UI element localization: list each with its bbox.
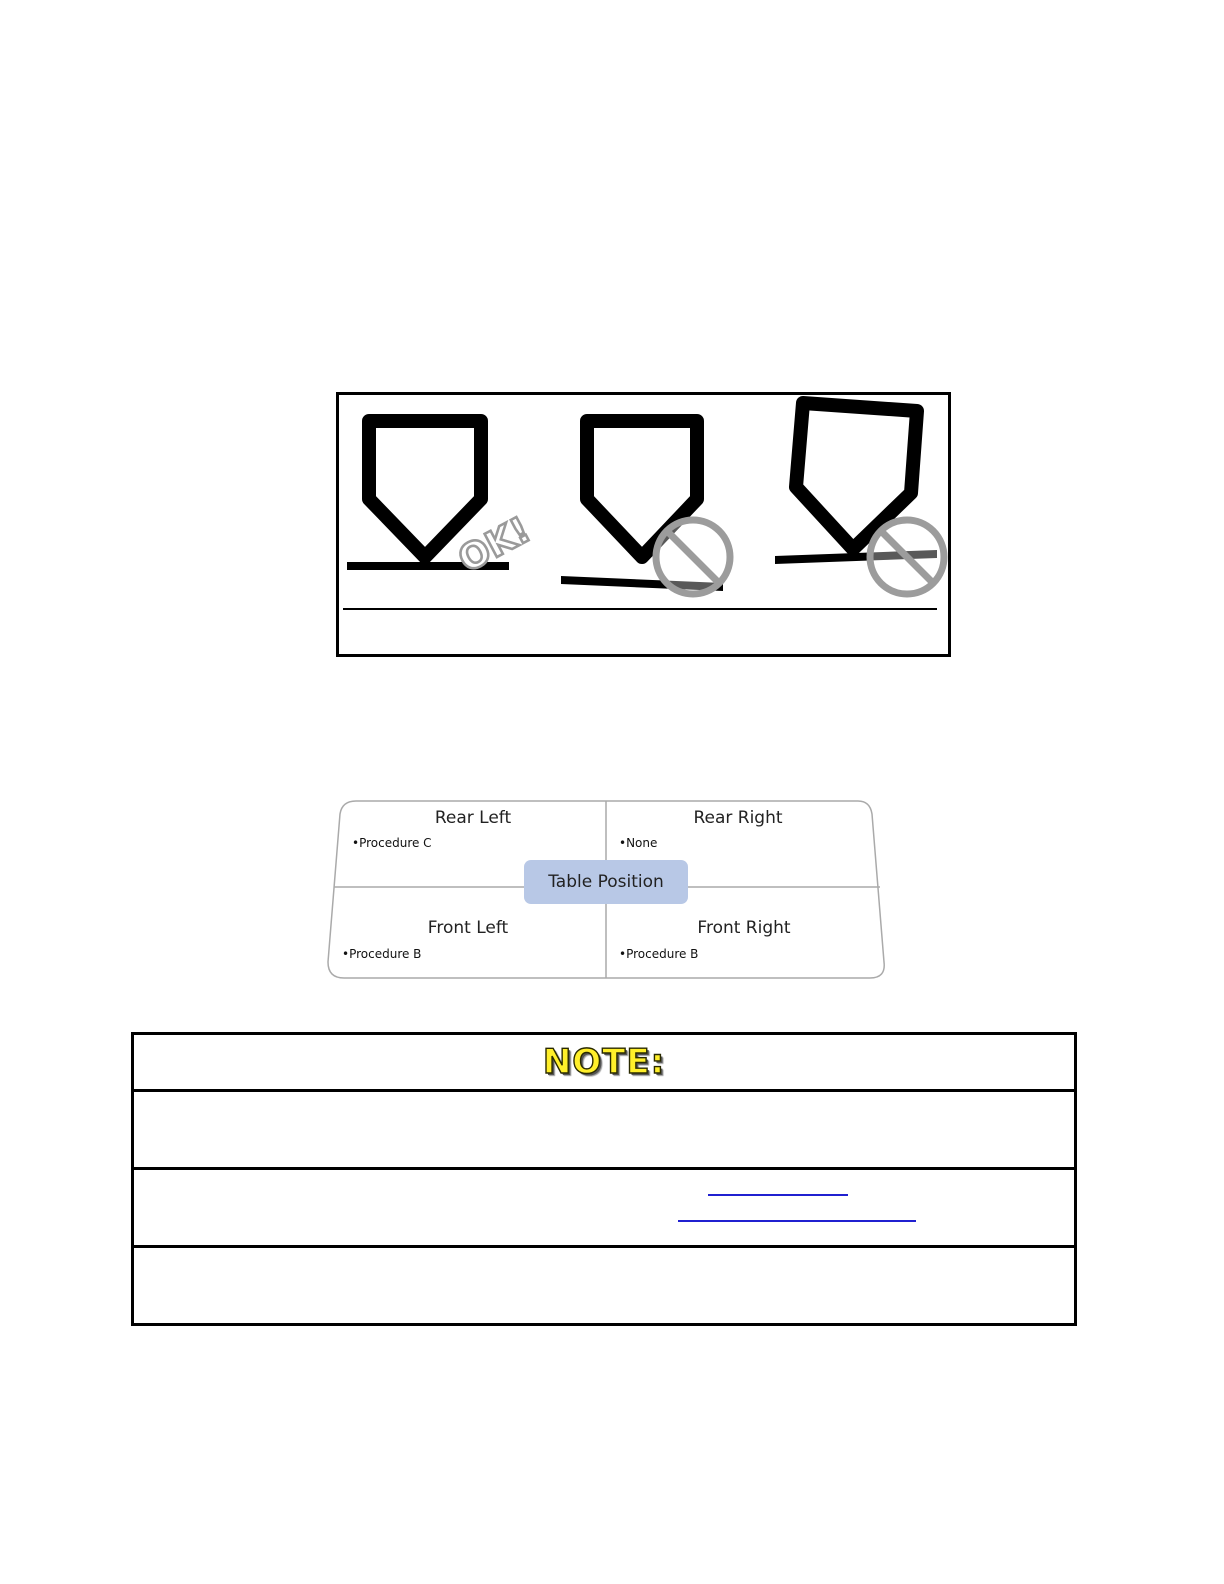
quadrant-rear-left-title: Rear Left	[434, 808, 512, 828]
prohibited-icon	[870, 520, 944, 594]
pentagon-ok-shape	[369, 421, 481, 557]
alignment-figure-graphic	[339, 395, 948, 654]
quadrant-rear-right-title: Rear Right	[693, 808, 783, 828]
note-row-1	[133, 1091, 1076, 1169]
note-header	[133, 1034, 1076, 1091]
note-row-2	[133, 1169, 1076, 1247]
quadrant-rear-left-item: •Procedure C	[352, 836, 432, 850]
quadrant-front-left-item: •Procedure B	[342, 947, 422, 961]
alignment-figure	[336, 392, 951, 657]
quadrant-front-right-item: •Procedure B	[619, 947, 699, 961]
quadrant-front-left-title: Front Left	[427, 918, 509, 938]
note-row-3	[133, 1247, 1076, 1325]
figure-divider	[343, 608, 937, 610]
note-title: NOTE:	[542, 1042, 666, 1082]
link-underline-1[interactable]	[708, 1194, 848, 1196]
ok-stamp-text: OK!	[451, 509, 538, 581]
quadrant-rear-right-item: •None	[619, 836, 658, 850]
note-table	[131, 1032, 1077, 1326]
quadrant-front-right-title: Front Right	[697, 918, 791, 938]
prohibited-icon	[656, 520, 730, 594]
table-position-label: Table Position	[524, 860, 688, 904]
table-position-matrix	[326, 800, 888, 980]
link-underline-2[interactable]	[678, 1220, 916, 1222]
